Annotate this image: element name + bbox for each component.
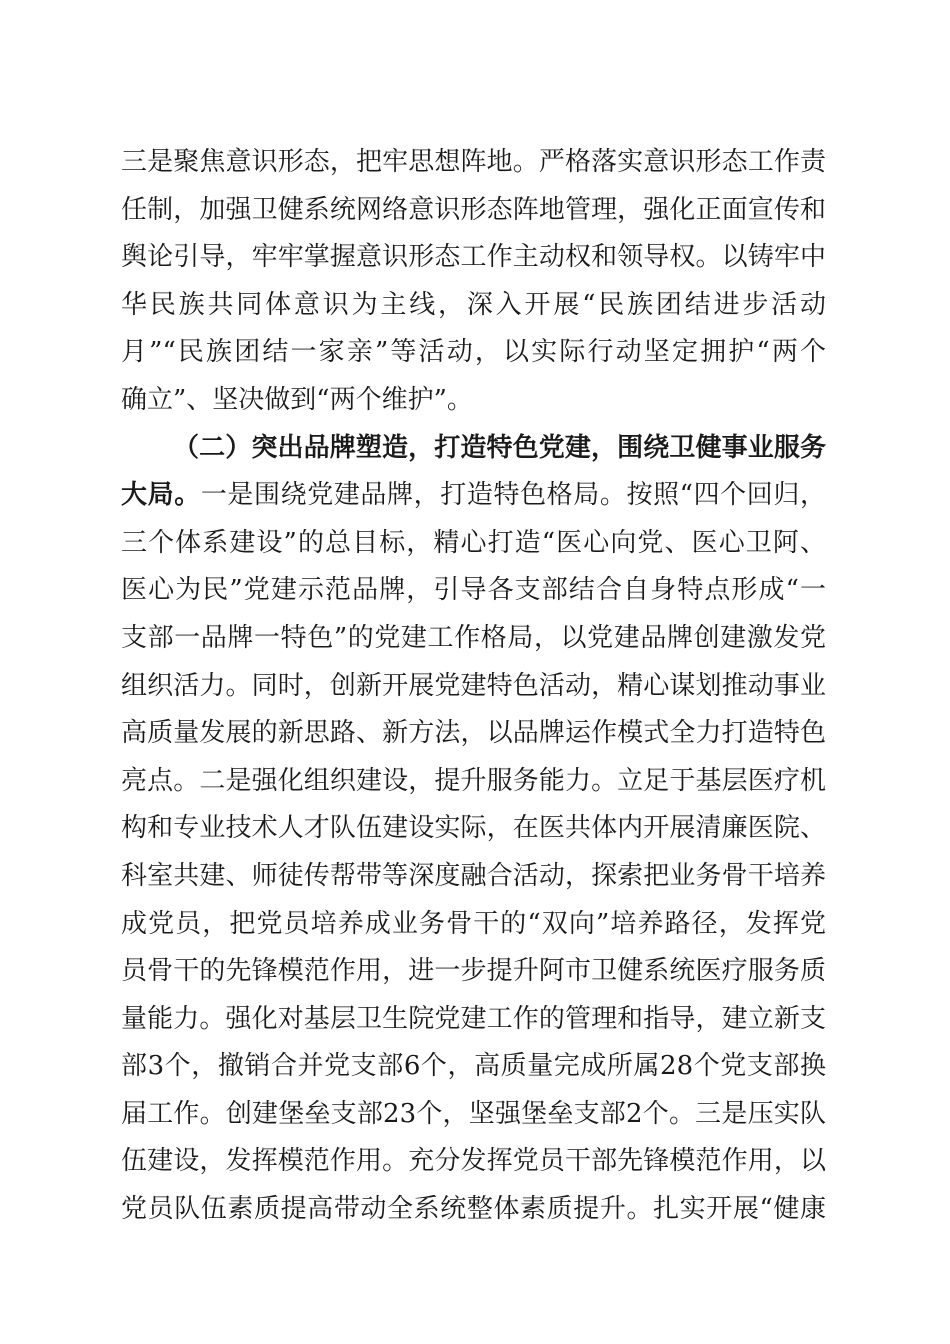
text-line: 医心为民”党建示范品牌，引导各支部结合自身特点形成“一 — [121, 575, 826, 606]
text-line: 构和专业技术人才队伍建设实际，在医共体内开展清廉医院、 — [121, 813, 826, 844]
body-text — [121, 139, 826, 1234]
text-line: 支部一品牌一特色”的党建工作格局，以党建品牌创建激发党 — [121, 622, 826, 653]
text-line: 亮点。二是强化组织建设，提升服务能力。立足于基层医疗机 — [121, 765, 826, 796]
text-line: 成党员，把党员培养成业务骨干的“双向”培养路径，发挥党 — [121, 908, 826, 939]
text-line: 量能力。强化对基层卫生院党建工作的管理和指导，建立新支 — [121, 1003, 826, 1034]
section-heading-tail: 大局。 — [121, 480, 201, 511]
text-line: 科室共建、师徒传帮带等深度融合活动，探索把业务骨干培养 — [121, 860, 826, 891]
text-line: 党员队伍素质提高带动全系统整体素质提升。扎实开展“健康 — [121, 1194, 826, 1225]
text-line: 高质量发展的新思路、新方法，以品牌运作模式全力打造特色 — [121, 718, 826, 749]
text-span: 一是围绕党建品牌，打造特色格局。按照“四个回归， — [200, 480, 826, 511]
text-line: 华民族共同体意识为主线，深入开展“民族团结进步活动 — [121, 289, 826, 320]
text-line: 月”“民族团结一家亲”等活动，以实际行动坚定拥护“两个 — [121, 337, 826, 368]
text-line: 届工作。创建堡垒支部23个，坚强堡垒支部2个。三是压实队 — [121, 1098, 826, 1129]
text-line: 部3个，撤销合并党支部6个，高质量完成所属28个党支部换 — [121, 1051, 826, 1082]
text-line: 组织活力。同时，创新开展党建特色活动，精心谋划推动事业 — [121, 670, 826, 701]
text-line: 伍建设，发挥模范作用。充分发挥党员干部先锋模范作用，以 — [121, 1146, 826, 1177]
text-line-mixed — [121, 472, 826, 520]
text-line: 三个体系建设”的总目标，精心打造“医心向党、医心卫阿、 — [121, 527, 826, 558]
section-heading: （二）突出品牌塑造，打造特色党建，围绕卫健事业服务 — [173, 432, 826, 463]
text-line: 确立”、坚决做到“两个维护”。 — [121, 384, 473, 415]
text-line: 三是聚焦意识形态，把牢思想阵地。严格落实意识形态工作责 — [121, 147, 826, 177]
text-line: 任制，加强卫健系统网络意识形态阵地管理，强化正面宣传和 — [121, 194, 826, 225]
text-line: 员骨干的先锋模范作用，进一步提升阿市卫健系统医疗服务质 — [121, 956, 826, 987]
text-line: 舆论引导，牢牢掌握意识形态工作主动权和领导权。以铸牢中 — [121, 242, 826, 273]
